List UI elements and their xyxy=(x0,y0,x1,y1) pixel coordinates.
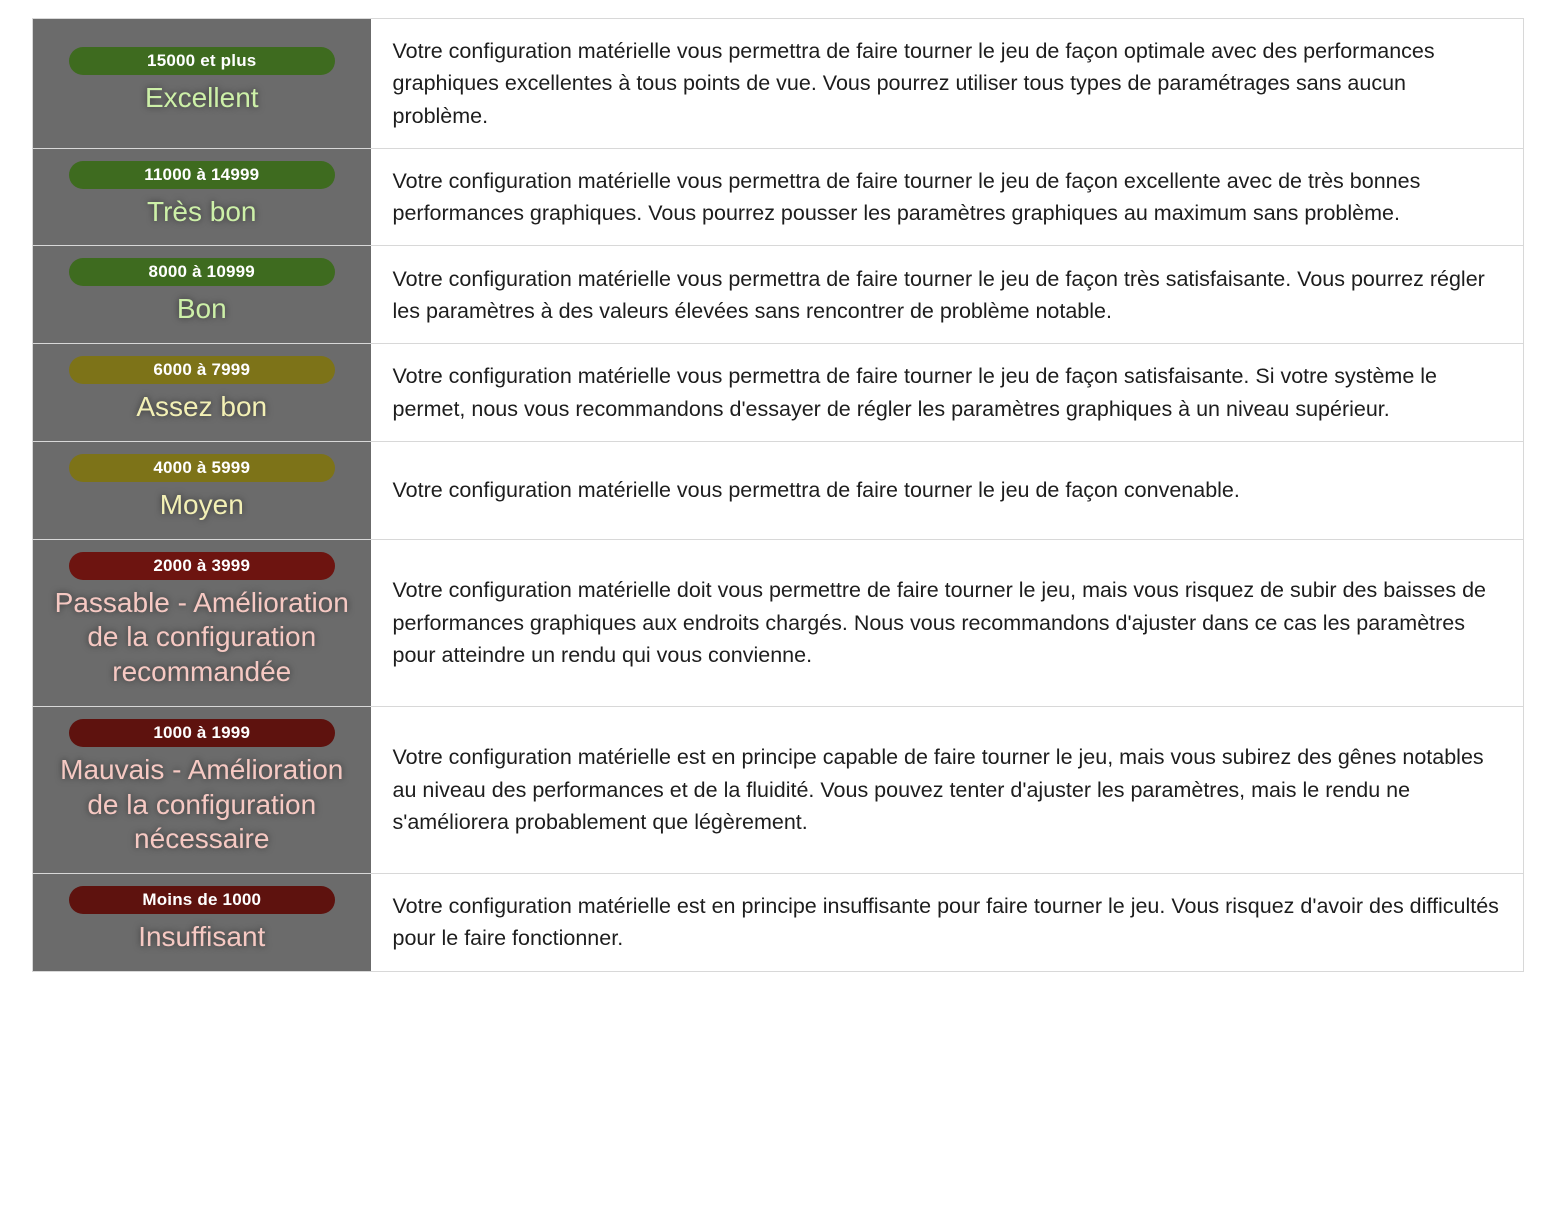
description-cell xyxy=(371,706,1524,873)
rating-cell xyxy=(33,539,371,706)
rating-label: Mauvais - Amélioration de la configuration nécessaire xyxy=(60,753,344,855)
description-text: Votre configuration matérielle vous permettra de faire tourner le jeu de façon optimale avec des performances graphiques excellentes à tous points de vue. Vous pourrez utiliser tous types de paramétrages sans aucun problème. xyxy=(392,39,1435,128)
score-range-badge: 1000 à 1999 xyxy=(69,719,335,747)
table-body xyxy=(33,19,1524,972)
rating-cell xyxy=(33,441,371,539)
score-range-badge: 6000 à 7999 xyxy=(69,356,335,384)
rating-cell xyxy=(33,706,371,873)
rating-label: Insuffisant xyxy=(138,920,266,952)
description-cell xyxy=(371,344,1524,442)
table-row xyxy=(33,873,1524,971)
table-row xyxy=(33,246,1524,344)
description-cell xyxy=(371,441,1524,539)
description-cell xyxy=(371,873,1524,971)
table-row xyxy=(33,441,1524,539)
score-range-badge: 2000 à 3999 xyxy=(69,552,335,580)
score-range-badge: 4000 à 5999 xyxy=(69,454,335,482)
score-legend-table xyxy=(32,18,1524,972)
description-text: Votre configuration matérielle vous permettra de faire tourner le jeu de façon convenable. xyxy=(392,478,1240,503)
description-cell xyxy=(371,539,1524,706)
score-range-badge: Moins de 1000 xyxy=(69,886,335,914)
table-row xyxy=(33,706,1524,873)
description-cell xyxy=(371,246,1524,344)
table-row xyxy=(33,539,1524,706)
description-text: Votre configuration matérielle vous permettra de faire tourner le jeu de façon satisfaisante. Si votre système le permet, nous vous recommandons d'essayer de régler les paramètres graphiques à un niveau supérieur. xyxy=(392,364,1437,421)
table-row xyxy=(33,148,1524,246)
description-text: Votre configuration matérielle est en principe insuffisante pour faire tourner le jeu. Vous risquez d'avoir des difficultés pour le faire fonctionner. xyxy=(392,894,1499,951)
description-text: Votre configuration matérielle vous permettra de faire tourner le jeu de façon excellente avec de très bonnes performances graphiques. Vous pourrez pousser les paramètres graphiques au maximum sans problème. xyxy=(392,168,1421,226)
table-row xyxy=(33,344,1524,442)
rating-cell xyxy=(33,246,371,344)
description-cell xyxy=(371,148,1524,246)
description-text: Votre configuration matérielle doit vous permettre de faire tourner le jeu, mais vous risquez de subir des baisses de performances graphiques aux endroits chargés. Nous vous recommandons d'ajuster dans ce cas les paramètres pour atteindre un rendu qui vous convienne. xyxy=(392,578,1486,667)
rating-label: Assez bon xyxy=(136,391,268,423)
rating-label: Bon xyxy=(176,293,227,325)
rating-cell xyxy=(33,344,371,442)
rating-cell xyxy=(33,19,371,149)
rating-cell xyxy=(33,148,371,246)
table-row xyxy=(33,19,1524,149)
rating-label: Excellent xyxy=(144,82,259,114)
description-cell xyxy=(371,19,1524,149)
rating-cell xyxy=(33,873,371,971)
score-range-badge: 11000 à 14999 xyxy=(69,161,335,189)
score-range-badge: 15000 et plus xyxy=(69,47,335,75)
rating-label: Passable - Amélioration de la configuration recommandée xyxy=(54,586,349,688)
rating-label: Très bon xyxy=(147,195,257,227)
score-range-badge: 8000 à 10999 xyxy=(69,258,335,286)
description-text: Votre configuration matérielle est en principe capable de faire tourner le jeu, mais vous subirez des gênes notables au niveau des performances et de la fluidité. Vous pouvez tenter d'ajuster les paramètres, mais le rendu ne s'améliorera probablement que légèrement. xyxy=(392,745,1484,834)
description-text: Votre configuration matérielle vous permettra de faire tourner le jeu de façon très satisfaisante. Vous pourrez régler les paramètres à des valeurs élevées sans rencontrer de problème notable. xyxy=(392,266,1485,323)
rating-label: Moyen xyxy=(159,488,244,520)
